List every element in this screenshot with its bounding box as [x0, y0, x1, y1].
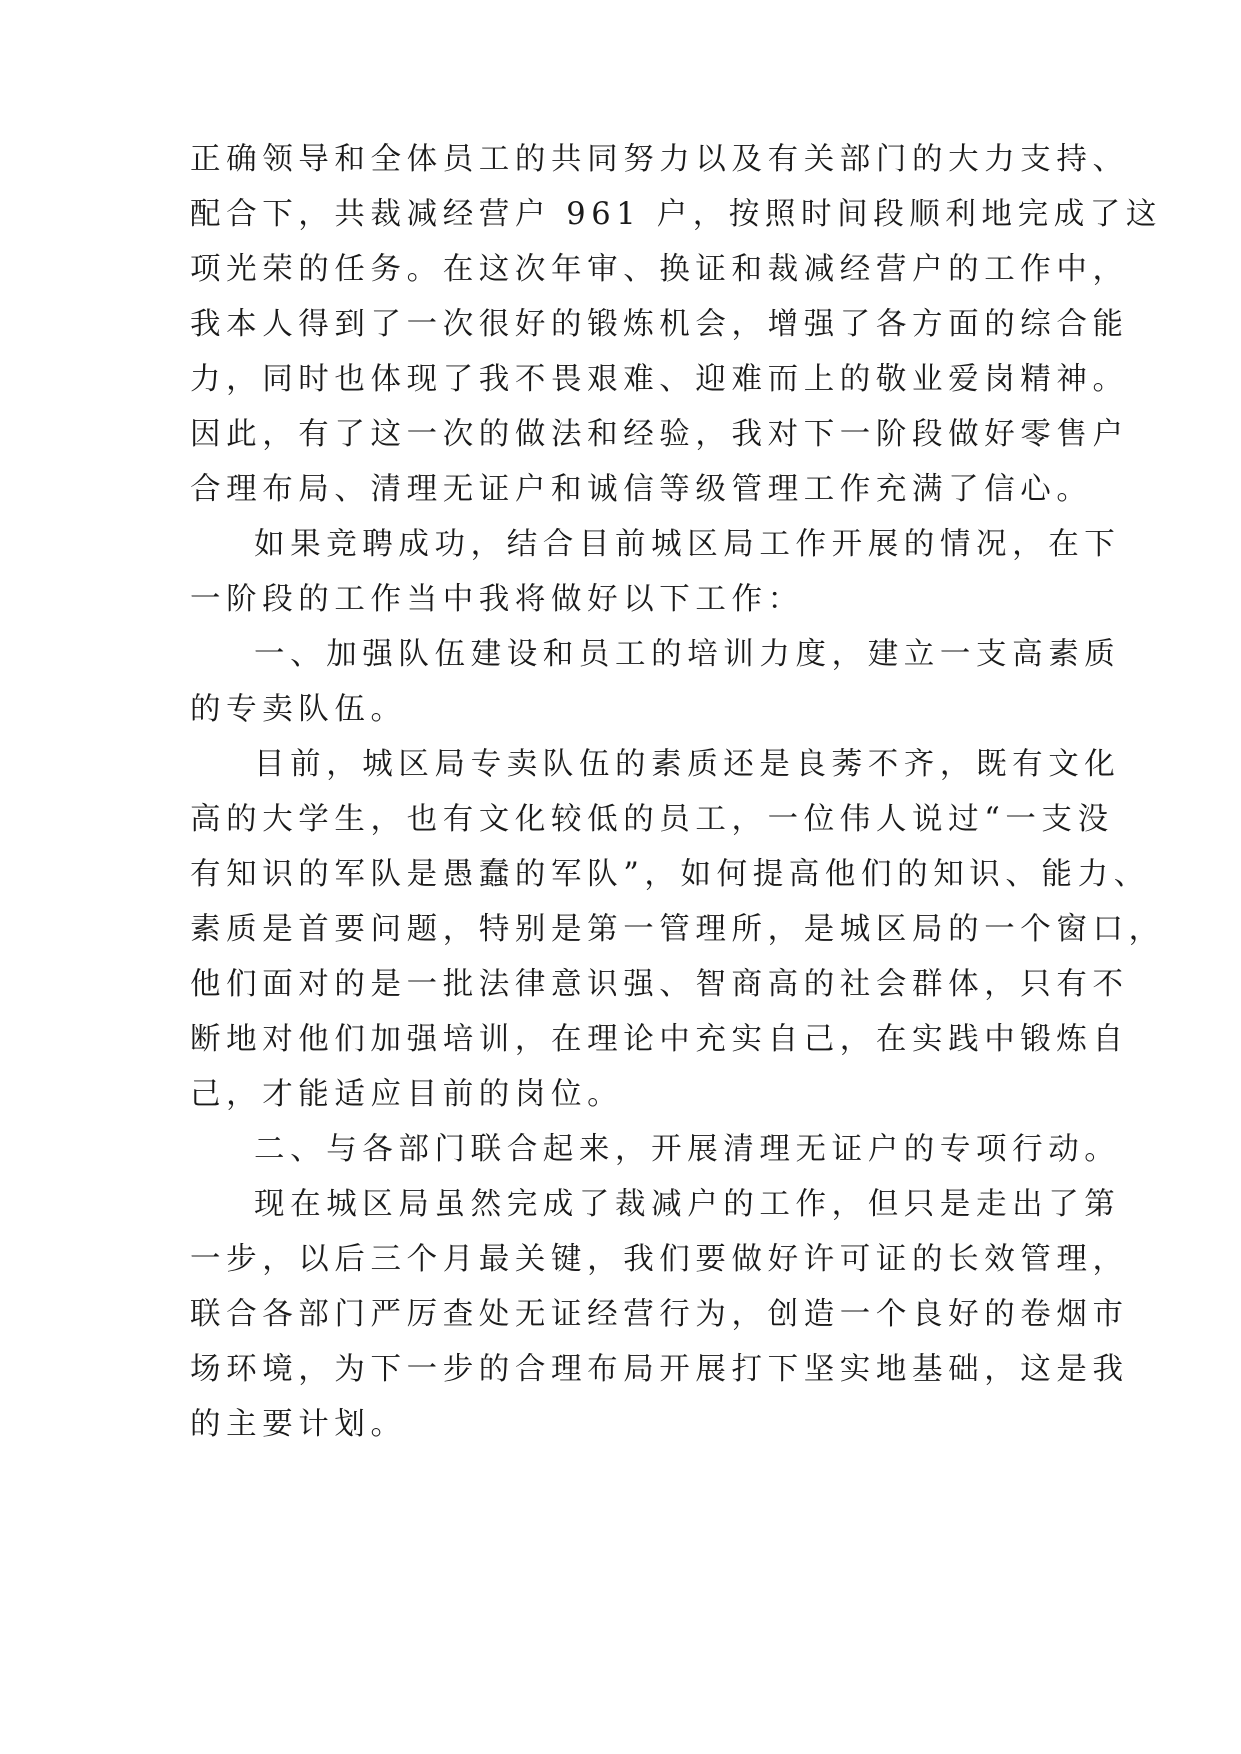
paragraph-start-line: 目前，城区局专卖队伍的素质还是良莠不齐，既有文化	[254, 747, 1121, 782]
section-heading-line: 的专卖队伍。	[190, 692, 407, 727]
text-line: 合理布局、清理无证户和诚信等级管理工作充满了信心。	[190, 472, 1093, 507]
document-body	[190, 132, 1165, 1452]
text-line: 力，同时也体现了我不畏艰难、迎难而上的敬业爱岗精神。	[190, 362, 1129, 397]
text-line: 场环境，为下一步的合理布局开展打下坚实地基础，这是我	[190, 1352, 1129, 1387]
text-line: 高的大学生，也有文化较低的员工，一位伟人说过“一支没	[190, 802, 1114, 837]
text-line: 因此，有了这一次的做法和经验，我对下一阶段做好零售户	[190, 417, 1129, 452]
section-heading-line: 一、加强队伍建设和员工的培训力度，建立一支高素质	[254, 637, 1121, 672]
text-line: 联合各部门严厉查处无证经营行为，创造一个良好的卷烟市	[190, 1297, 1129, 1332]
text-line: 素质是首要问题，特别是第一管理所，是城区局的一个窗口，	[190, 912, 1165, 947]
paragraph-start-line: 现在城区局虽然完成了裁减户的工作，但只是走出了第	[254, 1187, 1121, 1222]
text-line: 己，才能适应目前的岗位。	[190, 1077, 624, 1112]
text-line: 有知识的军队是愚蠢的军队”，如何提高他们的知识、能力、	[190, 857, 1150, 892]
text-line: 配合下，共裁减经营户 961 户，按照时间段顺利地完成了这	[190, 197, 1163, 232]
text-line: 他们面对的是一批法律意识强、智商高的社会群体，只有不	[190, 967, 1129, 1002]
text-line: 的主要计划。	[190, 1407, 407, 1442]
text-line: 一步，以后三个月最关键，我们要做好许可证的长效管理，	[190, 1242, 1129, 1277]
text-line: 断地对他们加强培训，在理论中充实自己，在实践中锻炼自	[190, 1022, 1129, 1057]
section-heading-line: 二、与各部门联合起来，开展清理无证户的专项行动。	[254, 1132, 1121, 1167]
text-line: 项光荣的任务。在这次年审、换证和裁减经营户的工作中，	[190, 252, 1129, 287]
text-line: 一阶段的工作当中我将做好以下工作：	[190, 582, 804, 617]
text-line: 我本人得到了一次很好的锻炼机会，增强了各方面的综合能	[190, 307, 1129, 342]
text-line: 正确领导和全体员工的共同努力以及有关部门的大力支持、	[190, 142, 1129, 177]
paragraph-start-line: 如果竞聘成功，结合目前城区局工作开展的情况，在下	[254, 527, 1121, 562]
